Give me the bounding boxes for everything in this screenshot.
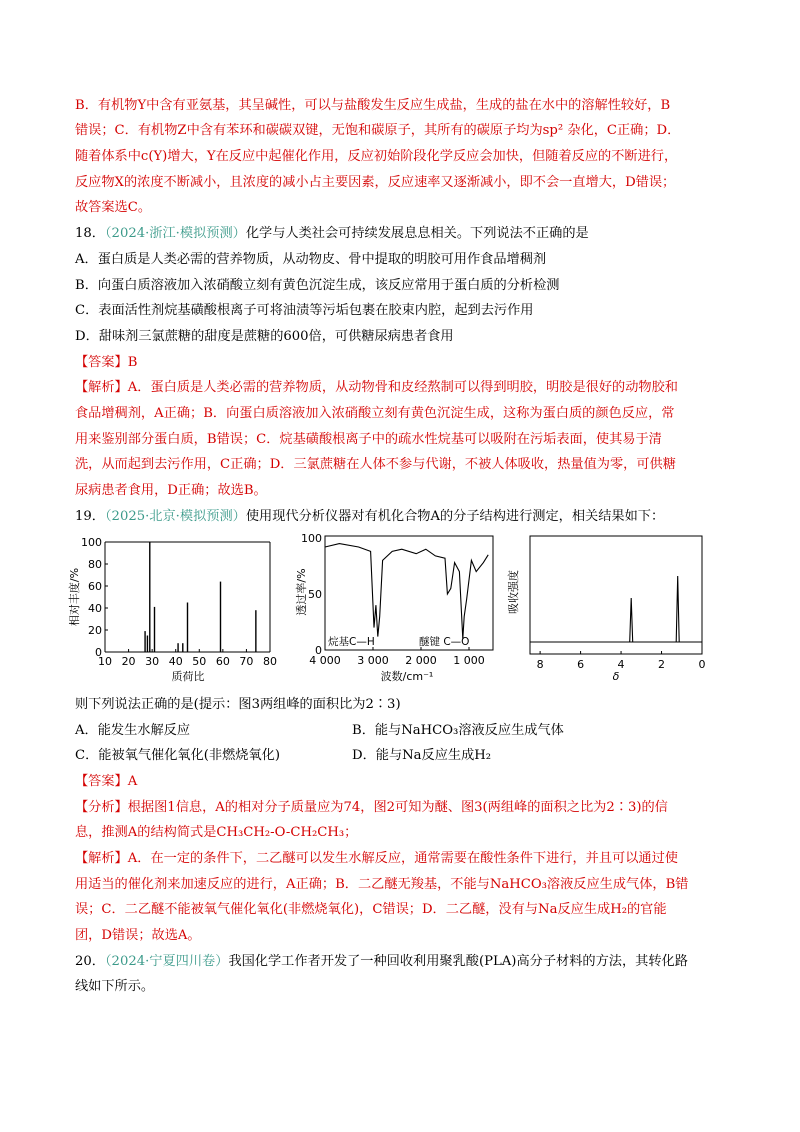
ir-xlabel: 波数/cm⁻¹ [380, 670, 434, 683]
nmr-trace [530, 576, 702, 642]
q19-number: 19． [75, 509, 105, 524]
nmr-xtick-label: 8 [536, 658, 544, 671]
ir-spectrum-svg [295, 532, 500, 684]
q19-analysis-tag: 【解析】 [75, 851, 128, 866]
ir-ylabel: 透过率/% [295, 568, 308, 616]
nmr-xtick-label: 2 [658, 658, 666, 671]
figure-nmr-spectrum [505, 532, 715, 684]
q19-stem: 使用现代分析仪器对有机化合物A的分子结构进行测定，相关结果如下： [245, 509, 665, 524]
q19-analysis-line-3: 误；C．二乙醚不能被氧气催化氧化(非燃烧氧化)，C错误；D．二乙醚，没有与Na反应生成H₂的官能 [75, 902, 667, 917]
nmr-xtick-label: 6 [577, 658, 585, 671]
prev-line-3: 随着体系中c(Y)增大，Y在反应中起催化作用，反应初始阶段化学反应会加快，但随着反应的不断进行， [75, 149, 678, 164]
q18-answer-tag: 【答案】 [75, 355, 128, 370]
ms-xtick-label: 40 [168, 655, 183, 668]
q18-analysis-line-3: 用来鉴别部分蛋白质，B错误；C．烷基磺酸根离子中的疏水性烷基可以吸附在污垢表面，使其易于清 [75, 432, 662, 447]
q18-analysis-line-5: 尿病患者食用，D正确；故选B。 [75, 483, 267, 498]
q19-fenxi-text-1: 根据图1信息，A的相对分子质量应为74，图2可知为醚、图3(两组峰的面积之比为2∶3)的信 [127, 800, 668, 815]
q20-stem: 我国化学工作者开发了一种回收利用聚乳酸(PLA)高分子材料的方法，其转化路 [228, 954, 688, 969]
q18-option-a: A．蛋白质是人类必需的营养物质，从动物皮、骨中提取的明胶可用作食品增稠剂 [75, 252, 547, 267]
ms-xtick-label: 60 [215, 655, 230, 668]
q18-option-d: D．甜味剂三氯蔗糖的甜度是蔗糖的600倍，可供糖尿病患者食用 [75, 329, 454, 344]
q18-analysis-line-1 [75, 379, 678, 397]
ms-ytick-label: 60 [88, 580, 102, 593]
q19-fenxi-line-2: 息，推测A的结构简式是CH₃CH₂-O-CH₂CH₃； [75, 825, 358, 840]
q18-source: （2024·浙江·模拟预测） [104, 226, 246, 241]
q18-stem: 化学与人类社会可持续发展息息相关。下列说法不正确的是 [245, 226, 589, 241]
q19-analysis-line-4: 团，D错误；故选A。 [75, 928, 201, 943]
q18-answer-value: B [127, 355, 138, 370]
ir-ytick-label: 50 [308, 588, 322, 601]
ir-label-co: 醚键 C—O [419, 636, 470, 648]
q20-stem-line [75, 953, 688, 971]
ms-xtick-label: 80 [263, 655, 277, 668]
ir-label-ch: 烷基C—H [328, 636, 375, 648]
prev-line-1: B．有机物Y中含有亚氨基，其呈碱性，可以与盐酸发生反应生成盐，生成的盐在水中的溶解性较好，B [75, 98, 671, 113]
prev-line-5: 故答案选C。 [75, 200, 152, 215]
ir-xtick-label: 1 000 [453, 654, 485, 667]
ms-xtick-label: 50 [192, 655, 207, 668]
figure-mass-spectrum [70, 532, 280, 684]
figure-ir-spectrum [295, 532, 500, 684]
ms-ytick-label: 0 [95, 646, 102, 659]
q18-option-b: B．向蛋白质溶液加入浓硝酸立刻有黄色沉淀生成，该反应常用于蛋白质的分析检测 [75, 278, 560, 293]
q19-analysis-line-1 [75, 850, 678, 868]
prev-line-2: 错误；C．有机物Z中含有苯环和碳碳双键，无饱和碳原子，其所有的碳原子均为sp² 杂化，C正确；D． [75, 123, 681, 138]
q18-number: 18． [75, 226, 105, 241]
q19-answer [75, 773, 137, 791]
q19-fenxi-line-1 [75, 799, 668, 817]
nmr-spectrum-svg [505, 532, 715, 684]
ms-xtick-label: 20 [121, 655, 136, 668]
q19-answer-value: A [127, 774, 138, 789]
ms-xtick-label: 70 [239, 655, 254, 668]
ir-ytick-label: 100 [301, 532, 322, 545]
ms-ytick-label: 40 [88, 602, 102, 615]
ir-trace [325, 544, 488, 639]
ms-ylabel: 相对丰度/% [68, 567, 81, 627]
q19-analysis-text-1: A．在一定的条件下，二乙醚可以发生水解反应，通常需要在酸性条件下进行，并且可以通过使 [127, 851, 678, 866]
ms-xtick-label: 10 [98, 655, 112, 668]
q19-stem-line [75, 508, 664, 526]
q18-analysis-line-4: 洗，从而起到去污作用，C正确；D．三氯蔗糖在人体不参与代谢，不被人体吸收，热量值为零，可供糖 [75, 457, 676, 472]
prev-line-4: 反应物X的浓度不断减小，且浓度的减小占主要因素，反应速率又逐渐减小，即不会一直增大，D错误； [75, 175, 676, 190]
ms-ytick-label: 80 [88, 558, 102, 571]
q20-source: （2024·宁夏四川卷） [104, 954, 229, 969]
ms-ytick-label: 100 [81, 536, 102, 549]
q19-source: （2025·北京·模拟预测） [104, 509, 246, 524]
ir-xtick-label: 4 000 [309, 654, 341, 667]
mass-spectrum-svg [70, 532, 280, 684]
nmr-xtick-label: 4 [617, 658, 625, 671]
ir-ytick-label: 0 [315, 644, 322, 657]
q18-answer [75, 354, 137, 372]
ms-ytick-label: 20 [88, 624, 102, 637]
q19-answer-tag: 【答案】 [75, 774, 128, 789]
q19-follow: 则下列说法正确的是(提示：图3两组峰的面积比为2∶3) [75, 697, 401, 712]
q20-number: 20． [75, 954, 105, 969]
q19-option-c: C．能被氧气催化氧化(非燃烧氧化) [75, 748, 281, 763]
q18-analysis-line-2: 食品增稠剂，A正确；B．向蛋白质溶液加入浓硝酸立刻有黄色沉淀生成，这称为蛋白质的颜色反应，常 [75, 406, 675, 421]
nmr-xtick-label: 0 [698, 658, 706, 671]
q19-option-b: B．能与NaHCO₃溶液反应生成气体 [352, 723, 564, 738]
q19-fenxi-tag: 【分析】 [75, 800, 128, 815]
q18-option-c: C．表面活性剂烷基磺酸根离子可将油渍等污垢包裹在胶束内腔，起到去污作用 [75, 303, 534, 318]
q19-option-a: A．能发生水解反应 [75, 723, 191, 738]
ms-xlabel: 质荷比 [171, 670, 205, 683]
q19-option-d: D．能与Na反应生成H₂ [352, 748, 492, 763]
q18-analysis-tag: 【解析】 [75, 380, 128, 395]
nmr-xlabel: δ [612, 670, 620, 683]
q19-analysis-line-2: 用适当的催化剂来加速反应的进行，A正确；B．二乙醚无羧基，不能与NaHCO₃溶液反应生成气体，B错 [75, 877, 689, 892]
ir-xtick-label: 2 000 [405, 654, 437, 667]
ms-xtick-label: 30 [145, 655, 160, 668]
q20-stem-line-2: 线如下所示。 [75, 979, 155, 994]
nmr-ylabel: 吸收强度 [507, 570, 520, 614]
ir-xtick-label: 3 000 [357, 654, 389, 667]
q18-analysis-text-1: A．蛋白质是人类必需的营养物质，从动物骨和皮经熬制可以得到明胶，明胶是很好的动物胶和 [127, 380, 678, 395]
q18-stem-line [75, 225, 589, 243]
